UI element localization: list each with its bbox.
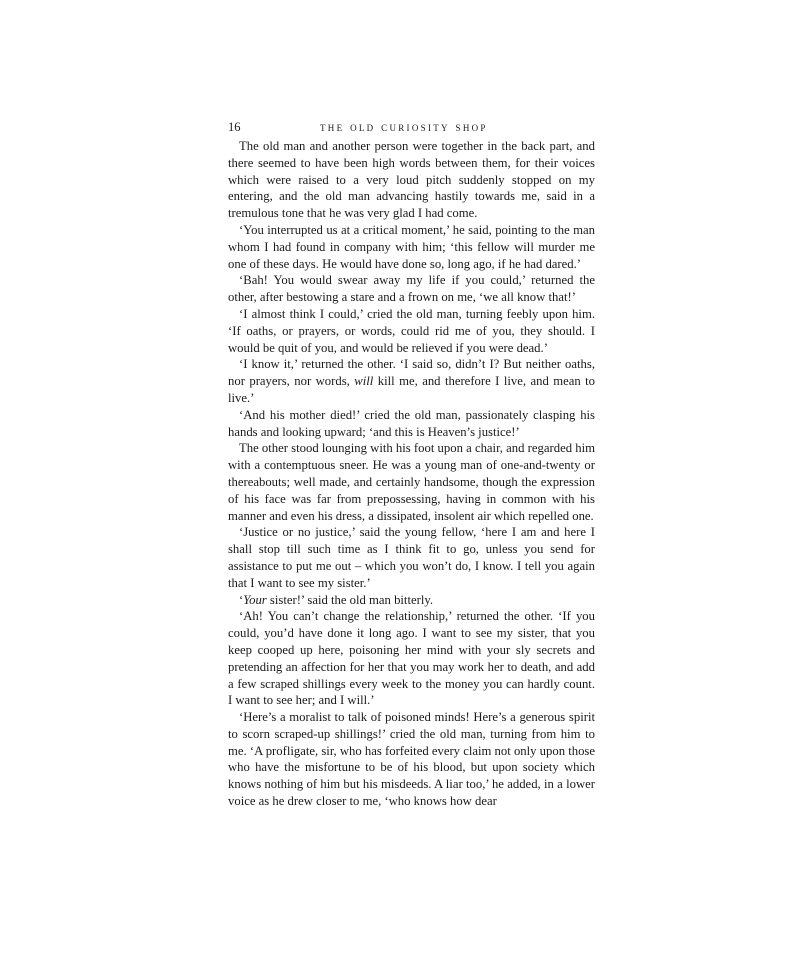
paragraph-text: ‘ bbox=[239, 592, 244, 607]
paragraph: The other stood lounging with his foot upon a chair, and regarded him with a contemptuous sneer. He was a young man of one-and-twenty or thereabouts; well made, and certainly handsome, though the expression of his face was far from prepossessing, having in common with his manner and even his dress, a dissipated, insolent air which repelled one. bbox=[228, 441, 595, 523]
book-page bbox=[228, 118, 595, 810]
running-title: the old curiosity shop bbox=[320, 119, 488, 134]
page-number: 16 bbox=[228, 120, 241, 134]
paragraph: ‘You interrupted us at a critical moment,’ he said, pointing to the man whom I had found in company with him; ‘this fellow will murder me one of these days. He would have done so, long ago, if he had dared.’ bbox=[228, 222, 595, 271]
paragraph-text: sister!’ said the old man bitterly. bbox=[266, 592, 434, 607]
paragraph bbox=[228, 356, 595, 406]
body-text bbox=[228, 138, 595, 810]
running-head bbox=[228, 118, 595, 136]
paragraph: ‘And his mother died!’ cried the old man, passionately clasping his hands and looking upward; ‘and this is Heaven’s justice!’ bbox=[228, 407, 595, 439]
paragraph: ‘Bah! You would swear away my life if you could,’ returned the other, after bestowing a stare and a frown on me, ‘we all know that!’ bbox=[228, 273, 595, 305]
paragraph: ‘Ah! You can’t change the relationship,’ returned the other. ‘If you could, you’d have done it long ago. I want to see my sister, that you keep cooped up here, poisoning her mind with your sly secrets and pretending an affection for her that you may work her to death, and add a few scraped shillings every week to the money you can hardly count. I want to see her; and I will.’ bbox=[228, 609, 595, 708]
emphasis: Your bbox=[243, 592, 267, 607]
paragraph-text: ‘I know it,’ returned the other. ‘I said so, didn’t I? But neither oaths, nor prayers, nor words, bbox=[228, 357, 595, 389]
paragraph bbox=[228, 592, 595, 609]
paragraph: ‘Here’s a moralist to talk of poisoned minds! Here’s a generous spirit to scorn scraped-up shillings!’ cried the old man, turning from him to me. ‘A profligate, sir, who has forfeited every claim not only upon those who have the misfortune to be of his blood, but upon society which knows nothing of him but his misdeeds. A liar too,’ he added, in a lower voice as he drew closer to me, ‘who knows how dear bbox=[228, 710, 595, 809]
paragraph: The old man and another person were together in the back part, and there seemed to have been high words between them, for their voices which were raised to a very loud pitch suddenly stopped on my entering, and the old man advancing hastily towards me, said in a tremulous tone that he was very glad I had come. bbox=[228, 139, 595, 221]
paragraph-text: kill me, and therefore I live, and mean to live.’ bbox=[228, 374, 595, 405]
paragraph: ‘Justice or no justice,’ said the young fellow, ‘here I am and here I shall stop till such time as I think fit to go, unless you send for assistance to put me out – which you won’t do, I know. I tell you again that I want to see my sister.’ bbox=[228, 525, 595, 590]
paragraph: ‘I almost think I could,’ cried the old man, turning feebly upon him. ‘If oaths, or prayers, or words, could rid me of you, they should. I would be quit of you, and would be relieved if you were dead.’ bbox=[228, 306, 595, 355]
emphasis: will bbox=[354, 374, 374, 389]
